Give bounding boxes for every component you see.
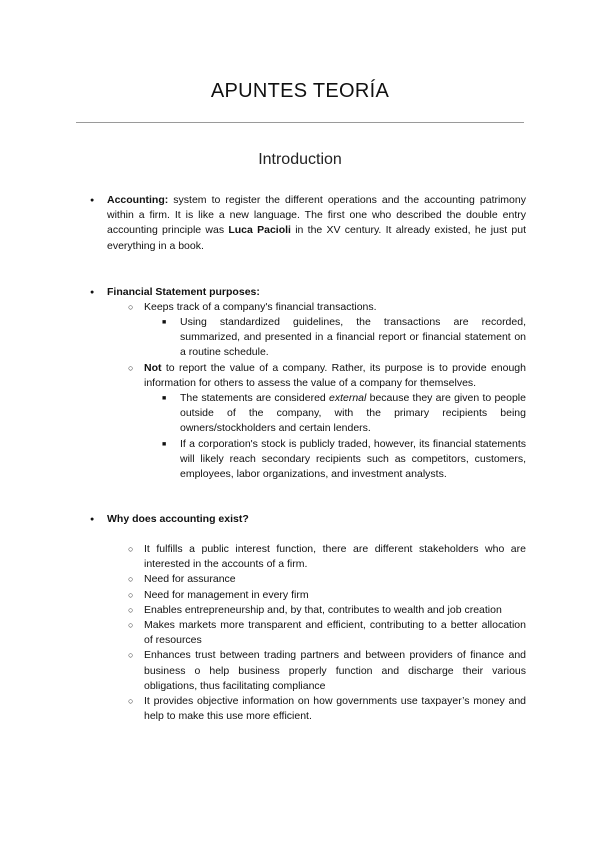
why-item-text: Need for management in every firm	[144, 588, 309, 601]
financial-item-2-sub-2-text: If a corporation's stock is publicly traded, however, its financial statements will likely reach secondary recipients such as competitors, customers, employees, labor organizations, and investment analysts.	[180, 437, 526, 481]
why-item	[128, 603, 526, 618]
accounting-text-1: system to register the different operations and the accounting patrimony within a firm. It is like a new language. The first one who described the double entry accounting principle was	[107, 194, 526, 237]
why-item	[128, 542, 526, 572]
accounting-bullet	[90, 193, 526, 254]
financial-item-1	[128, 300, 526, 315]
square-bullet-icon	[162, 315, 166, 331]
financial-item-2-sub-1-a: The statements are considered	[180, 392, 329, 404]
financial-item-1-sub-1-text: Using standardized guidelines, the transactions are recorded, summarized, and presented in a financial report or financial statement on a routine schedule.	[180, 316, 526, 359]
circle-bullet-icon	[128, 300, 133, 315]
financial-item-2-sub-2	[162, 437, 526, 483]
why-heading: Why does accounting exist?	[107, 513, 249, 525]
why-item-text: Makes markets more transparent and efficient, contributing to a better allocation of resources	[144, 619, 526, 647]
financial-item-2-sub-block	[162, 391, 526, 482]
why-list	[128, 542, 526, 724]
financial-item-1-sub-block	[162, 315, 526, 361]
title-divider	[76, 122, 524, 123]
document-title: APUNTES TEORÍA	[210, 80, 390, 102]
disc-bullet-icon	[90, 512, 94, 528]
why-heading-block	[90, 512, 526, 527]
circle-bullet-icon	[128, 694, 133, 709]
financial-item-2-text: to report the value of a company. Rather, its purpose is to provide enough information for others to assess the value of a company for themselves.	[144, 362, 526, 390]
disc-bullet-icon	[90, 285, 94, 301]
circle-bullet-icon	[128, 588, 133, 603]
financial-item-2-sub-1	[162, 391, 526, 437]
why-item-text: Need for assurance	[144, 573, 236, 586]
financial-item-2-sub-1-b: because they are given to people outside of the company, with the primary recipients being owners/stockholders and certain lenders.	[180, 392, 526, 435]
why-item	[128, 618, 526, 648]
circle-bullet-icon	[128, 603, 133, 618]
circle-bullet-icon	[128, 572, 133, 587]
disc-bullet-icon	[90, 193, 94, 209]
section-title: Introduction	[258, 151, 342, 168]
accounting-term: Accounting:	[107, 194, 169, 206]
why-item	[128, 694, 526, 724]
financial-item-1-sub-1	[162, 315, 526, 361]
why-item-text: Enables entrepreneurship and, by that, contributes to wealth and job creation	[144, 603, 502, 616]
why-item	[128, 648, 526, 694]
circle-bullet-icon	[128, 542, 133, 557]
circle-bullet-icon	[128, 361, 133, 376]
why-bullet	[90, 512, 526, 527]
accounting-section	[90, 193, 526, 254]
financial-bullet	[90, 285, 526, 300]
financial-item-1-text: Keeps track of a company's financial transactions.	[144, 301, 377, 313]
why-item-text: It provides objective information on how governments use taxpayer’s money and help to make this use more efficient.	[144, 695, 526, 723]
accounting-name: Luca Pacioli	[228, 224, 291, 237]
circle-bullet-icon	[128, 648, 133, 663]
circle-bullet-icon	[128, 618, 133, 633]
financial-item-2	[128, 361, 526, 391]
financial-item-2-sub-1-em: external	[329, 392, 367, 404]
why-item-text: Enhances trust between trading partners and between providers of finance and business o help business properly function and discharge their various obligations, thus facilitating compliance	[144, 649, 526, 692]
financial-heading: Financial Statement purposes:	[107, 286, 260, 298]
why-item-text: It fulfills a public interest function, there are different stakeholders who are interested in the accounts of a firm.	[144, 543, 526, 571]
why-item	[128, 572, 526, 587]
square-bullet-icon	[162, 437, 166, 453]
square-bullet-icon	[162, 391, 166, 407]
financial-item-2-block	[128, 361, 526, 391]
financial-item-1-block	[128, 300, 526, 315]
why-item	[128, 588, 526, 603]
accounting-text-2: in the XV century. It already existed, he just put everything in a book.	[107, 224, 526, 252]
financial-item-2-bold: Not	[144, 362, 162, 374]
financial-heading-block	[90, 285, 526, 300]
